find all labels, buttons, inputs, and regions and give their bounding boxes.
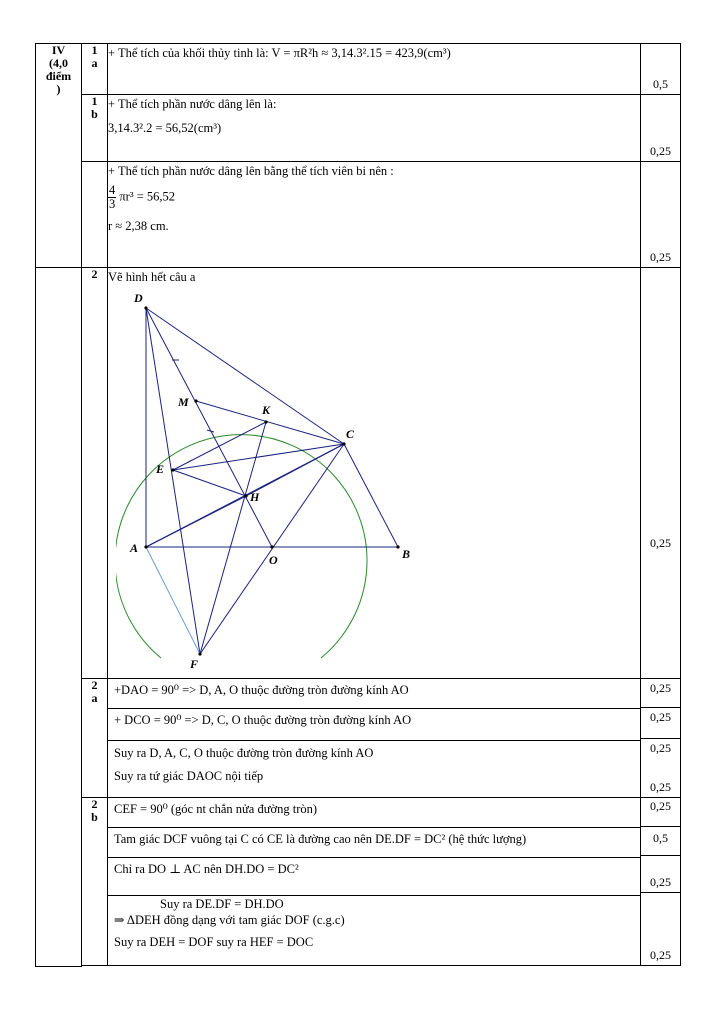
seg-CF (200, 444, 344, 654)
label-B: B (402, 547, 411, 561)
q-2b-scores: 0,25 0,5 0,25 0,25 (641, 798, 681, 966)
label-D: D (134, 291, 143, 305)
q-1b-text: + Thể tích phần nước dâng lên là: 3,14.3².2 = 56,52(cm³) (108, 95, 641, 162)
seg-KF (200, 422, 266, 654)
q-1a-score: 0,5 (641, 44, 681, 95)
label-A: A (130, 541, 139, 555)
q-2-score: 0,25 (641, 268, 681, 679)
circle-arc (116, 435, 367, 658)
q-2-text: Vẽ hình hết câu a D M K C E H A O B F (108, 268, 641, 679)
q-1c-score: 0,25 (641, 162, 681, 268)
fraction: $\frac{4}{3}$ (109, 183, 116, 211)
q-2-label: 2 (82, 268, 108, 679)
label-C: C (346, 427, 355, 441)
seg-EH (173, 470, 246, 496)
q-2a-label: 2 a (82, 679, 108, 798)
q-1b-label: 1 b (82, 95, 108, 162)
label-E: E (156, 462, 165, 476)
seg-CB (344, 444, 398, 547)
geometry-figure (116, 288, 416, 680)
q-1a-text: + Thể tích của khối thủy tinh là: V = πR²h ≈ 3,14.3².15 = 423,9(cm³) (108, 44, 641, 95)
q-2a-text: +DAO = 90⁰ => D, A, O thuộc đường tròn đường kính AO + DCO = 90⁰ => D, C, O thuộc đường tròn đường kính AO Suy ra D, A, C, O thuộc đường tròn đường kính AO Suy ra tứ giác DAOC nội tiếp (108, 679, 641, 798)
answer-table (35, 43, 681, 967)
label-K: K (262, 403, 271, 417)
label-F: F (190, 657, 199, 671)
q-1b-score: 0,25 (641, 95, 681, 162)
q-2b-text: CEF = 90⁰ (góc nt chắn nửa đường tròn) Tam giác DCF vuông tại C có CE là đường cao nên DE.DF = DC² (hệ thức lượng) Chỉ ra DO ⊥ AC nên DH.DO = DC² Suy ra DE.DF = DH.DO ⇒ ΔDEH đồng dạng với tam giác DOF (c.g.c) Suy ra DEH = DOF suy ra HEF = DOC (108, 798, 641, 966)
label-M: M (178, 395, 189, 409)
q-2b-label: 2 b (82, 798, 108, 966)
label-H: H (250, 490, 260, 504)
part-label: IV (4,0 điểm ) (36, 44, 82, 268)
seg-DC (146, 308, 344, 444)
seg-AH (146, 496, 246, 547)
q-1a-label: 1 a (82, 44, 108, 95)
q-2a-scores: 0,25 0,25 0,25 0,25 (641, 679, 681, 798)
q-1c-text: + Thể tích phần nước dâng lên bằng thể tích viên bi nên : $\frac{4}{3}$ πr³ = 56,52 r ≈ 2,38 cm. (108, 162, 641, 268)
label-O: O (269, 553, 278, 567)
